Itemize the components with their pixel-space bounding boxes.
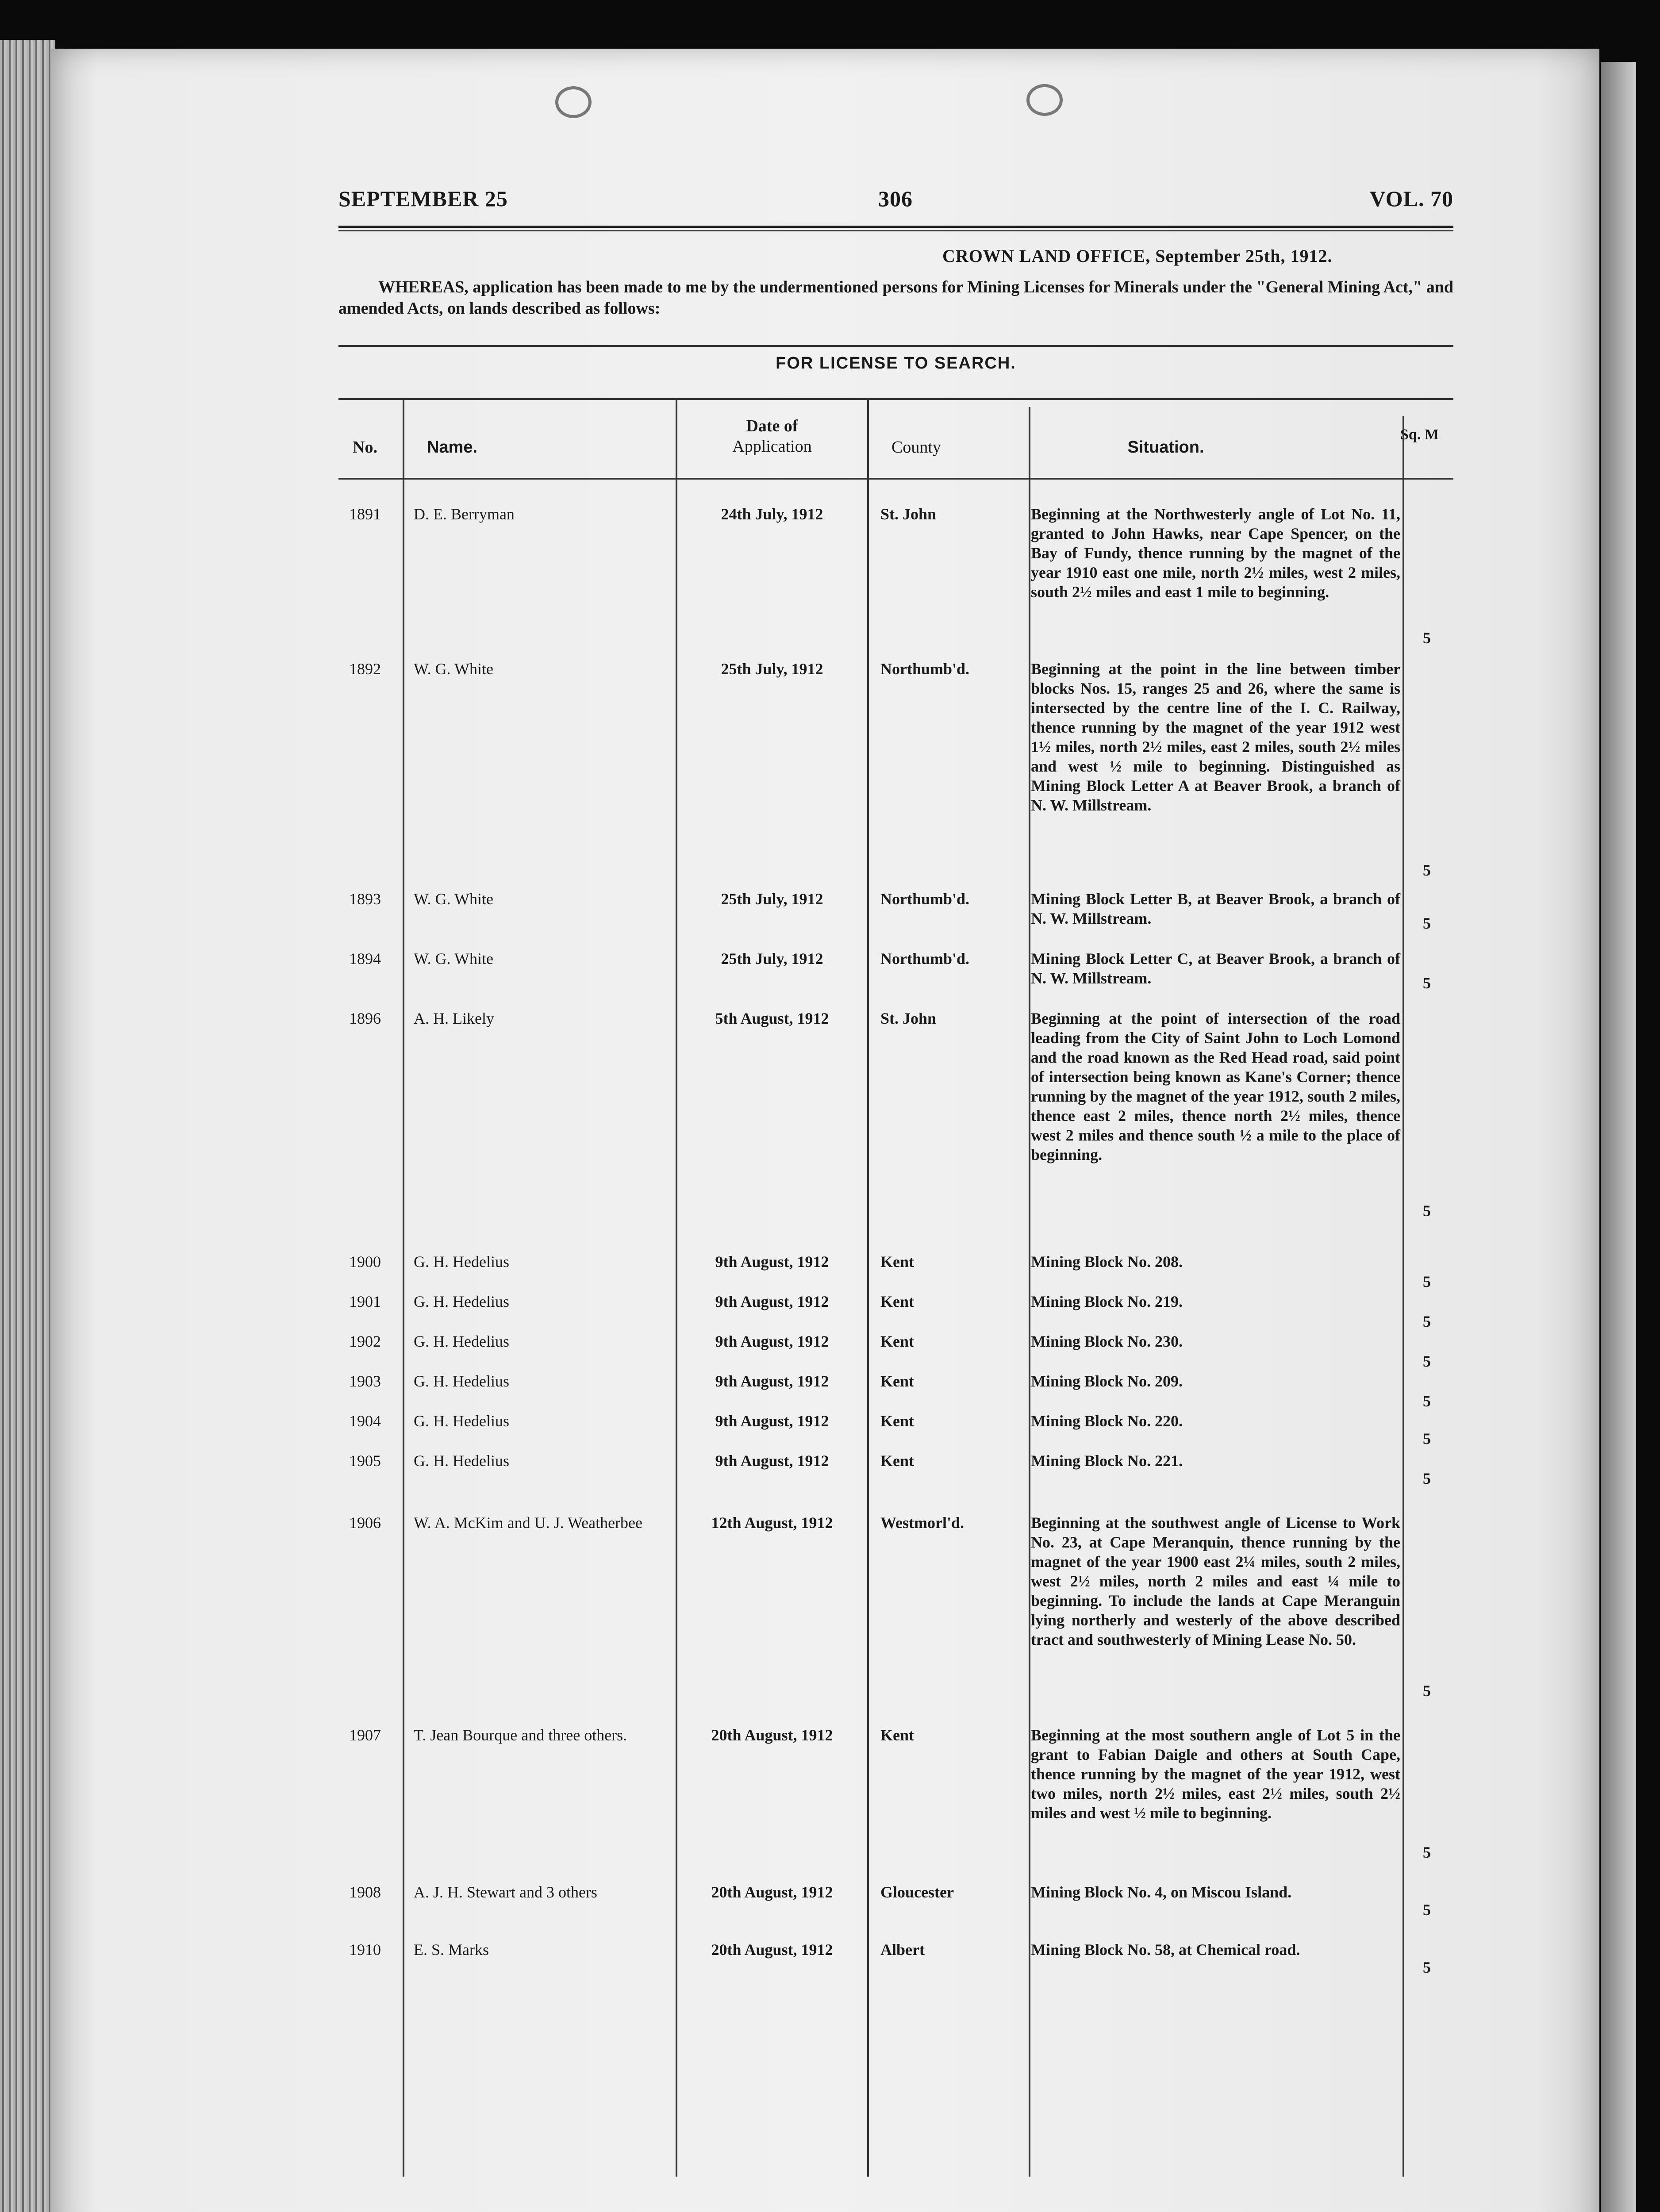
col-divider-2: [676, 398, 677, 2177]
col-header-date-line1: Date of: [746, 417, 798, 435]
square-miles: 5: [1423, 974, 1431, 992]
square-miles: 5: [1423, 1273, 1431, 1290]
square-miles: 5: [1423, 1202, 1431, 1220]
col-header-date-line2: Application: [732, 437, 812, 456]
situation-description: Beginning at the Northwesterly angle of Lot No. 11, granted to John Hawks, near Cape Spencer, on the Bay of Fundy, thence running by the magnet of the year 1910 east one mile, north 2½ miles, west 2 miles, south 2½ miles and east 1 mile to beginning.: [1031, 505, 1400, 601]
section-title: FOR LICENSE TO SEARCH.: [776, 354, 1016, 373]
applicant-name: T. Jean Bourque and three others.: [414, 1726, 627, 1744]
applicant-name: G. H. Hedelius: [414, 1412, 509, 1430]
col-divider-5: [1403, 416, 1404, 2177]
application-date: 5th August, 1912: [715, 1010, 829, 1027]
situation-description: Mining Block No. 4, on Miscou Island.: [1031, 1883, 1292, 1901]
applicant-name: D. E. Berryman: [414, 505, 515, 523]
col-header-sq: Sq. M: [1400, 426, 1439, 443]
volume-number: VOL. 70: [1369, 186, 1453, 211]
col-header-county: County: [891, 438, 941, 457]
col-header-name: Name.: [427, 438, 478, 457]
row-number: 1892: [349, 660, 381, 678]
application-date: 25th July, 1912: [721, 660, 823, 678]
application-date: 9th August, 1912: [715, 1253, 829, 1271]
situation-description: Mining Block No. 220.: [1031, 1412, 1183, 1430]
situation-description: Beginning at the southwest angle of License to Work No. 23, at Cape Meranquin, thence running by the magnet of the year 1900 east 2¼ miles, south 2 miles, west 2½ miles, north 2 miles and east ¼ mile to beginning. To include the lands at Cape Meranguin lying northerly and westerly of the above described tract and southwesterly of Mining Lease No. 50.: [1031, 1514, 1400, 1648]
county-name: Gloucester: [880, 1883, 954, 1901]
col-header-situation: Situation.: [1127, 438, 1204, 457]
situation-description: Mining Block No. 221.: [1031, 1452, 1183, 1470]
row-number: 1901: [349, 1293, 381, 1310]
square-miles: 5: [1423, 629, 1431, 647]
row-number: 1900: [349, 1253, 381, 1271]
square-miles: 5: [1423, 914, 1431, 932]
binding-hole-right: [1026, 84, 1063, 116]
col-divider-1: [403, 398, 404, 2177]
situation-description: Beginning at the most southern angle of Lot 5 in the grant to Fabian Daigle and others at South Cape, thence running by the magnet of the year 1912, west two miles, north 2½ miles, east 2½ miles, south 2½ miles and west ½ mile to beginning.: [1031, 1726, 1400, 1822]
applicant-name: G. H. Hedelius: [414, 1293, 509, 1310]
county-name: Kent: [880, 1726, 914, 1744]
situation-description: Beginning at the point in the line between timber blocks Nos. 15, ranges 25 and 26, where the same is intersected by the centre line of the I. C. Railway, thence running by the magnet of the year 1912 west 1½ miles, north 2½ miles, east 2 miles, south 2½ miles and west ½ mile to beginning. Distinguished as Mining Block Letter A at Beaver Brook, a branch of N. W. Millstream.: [1031, 660, 1400, 814]
applicant-name: A. H. Likely: [414, 1010, 494, 1027]
square-miles: 5: [1423, 1682, 1431, 1700]
preamble: WHEREAS, application has been made to me by the undermentioned persons for Mining Licenses for Minerals under the "General Mining Act," and amended Acts, on lands described as follows:: [338, 278, 1453, 318]
application-date: 12th August, 1912: [711, 1514, 833, 1532]
header-row-rule: [338, 478, 1453, 480]
row-number: 1905: [349, 1452, 381, 1470]
situation-description: Mining Block No. 209.: [1031, 1372, 1183, 1390]
row-number: 1907: [349, 1726, 381, 1744]
application-date: 9th August, 1912: [715, 1412, 829, 1430]
square-miles: 5: [1423, 1843, 1431, 1861]
row-number: 1896: [349, 1010, 381, 1027]
application-date: 20th August, 1912: [711, 1883, 833, 1901]
situation-description: Beginning at the point of intersection of the road leading from the City of Saint John to Loch Lomond and the road known as the Red Head road, said point of intersection being known as Kane's Corner; thence running by the magnet of the year 1912, south 2 miles, thence east 2 miles, thence north 2½ miles, thence west 2 miles and thence south ½ a mile to the place of beginning.: [1031, 1010, 1400, 1164]
square-miles: 5: [1423, 1470, 1431, 1487]
row-number: 1893: [349, 890, 381, 908]
row-number: 1903: [349, 1372, 381, 1390]
binding-hole-left: [555, 86, 592, 118]
col-header-date: [679, 416, 865, 457]
situation-description: Mining Block Letter B, at Beaver Brook, a branch of N. W. Millstream.: [1031, 890, 1400, 927]
applicant-name: W. A. McKim and U. J. Weatherbee: [414, 1514, 642, 1532]
county-name: St. John: [880, 1010, 937, 1027]
application-date: 9th August, 1912: [715, 1452, 829, 1470]
section-rule-top: [338, 345, 1453, 347]
col-divider-4: [1029, 407, 1030, 2177]
applicant-name: W. G. White: [414, 660, 493, 678]
page-number: 306: [878, 186, 913, 211]
county-name: Kent: [880, 1412, 914, 1430]
running-header: [338, 186, 1453, 217]
row-number: 1906: [349, 1514, 381, 1532]
applicant-name: W. G. White: [414, 950, 493, 968]
county-name: Kent: [880, 1253, 914, 1271]
book-page-edges: [0, 40, 55, 2212]
applicant-name: G. H. Hedelius: [414, 1452, 509, 1470]
row-number: 1891: [349, 505, 381, 523]
square-miles: 5: [1423, 1430, 1431, 1448]
col-header-no: No.: [353, 438, 377, 457]
section-rule-bottom: [338, 398, 1453, 400]
application-date: 9th August, 1912: [715, 1333, 829, 1350]
county-name: Westmorl'd.: [880, 1514, 964, 1532]
county-name: Kent: [880, 1452, 914, 1470]
square-miles: 5: [1423, 1959, 1431, 1976]
row-number: 1902: [349, 1333, 381, 1350]
county-name: Northumb'd.: [880, 950, 970, 968]
header-date: SEPTEMBER 25: [338, 186, 508, 211]
situation-description: Mining Block Letter C, at Beaver Brook, a branch of N. W. Millstream.: [1031, 950, 1400, 987]
application-date: 25th July, 1912: [721, 890, 823, 908]
county-name: Kent: [880, 1372, 914, 1390]
situation-description: Mining Block No. 58, at Chemical road.: [1031, 1941, 1300, 1959]
facing-page-edge: [1601, 62, 1636, 2212]
situation-description: Mining Block No. 219.: [1031, 1293, 1183, 1310]
square-miles: 5: [1423, 1352, 1431, 1370]
applicant-name: G. H. Hedelius: [414, 1333, 509, 1350]
col-divider-3: [867, 398, 869, 2177]
application-date: 9th August, 1912: [715, 1293, 829, 1310]
row-number: 1910: [349, 1941, 381, 1959]
office-dateline: CROWN LAND OFFICE, September 25th, 1912.: [942, 246, 1333, 266]
header-rule: [338, 226, 1453, 231]
square-miles: 5: [1423, 1901, 1431, 1919]
applicant-name: G. H. Hedelius: [414, 1253, 509, 1271]
county-name: Kent: [880, 1293, 914, 1310]
county-name: Kent: [880, 1333, 914, 1350]
square-miles: 5: [1423, 1392, 1431, 1410]
applicant-name: W. G. White: [414, 890, 493, 908]
county-name: Albert: [880, 1941, 925, 1959]
row-number: 1894: [349, 950, 381, 968]
row-number: 1904: [349, 1412, 381, 1430]
application-date: 20th August, 1912: [711, 1941, 833, 1959]
applicant-name: G. H. Hedelius: [414, 1372, 509, 1390]
county-name: Northumb'd.: [880, 890, 970, 908]
county-name: St. John: [880, 505, 937, 523]
applicant-name: A. J. H. Stewart and 3 others: [414, 1883, 597, 1901]
application-date: 20th August, 1912: [711, 1726, 833, 1744]
square-miles: 5: [1423, 1313, 1431, 1330]
county-name: Northumb'd.: [880, 660, 970, 678]
square-miles: 5: [1423, 861, 1431, 879]
applicant-name: E. S. Marks: [414, 1941, 489, 1959]
application-date: 25th July, 1912: [721, 950, 823, 968]
situation-description: Mining Block No. 208.: [1031, 1253, 1183, 1271]
situation-description: Mining Block No. 230.: [1031, 1333, 1183, 1350]
application-date: 9th August, 1912: [715, 1372, 829, 1390]
row-number: 1908: [349, 1883, 381, 1901]
application-date: 24th July, 1912: [721, 505, 823, 523]
